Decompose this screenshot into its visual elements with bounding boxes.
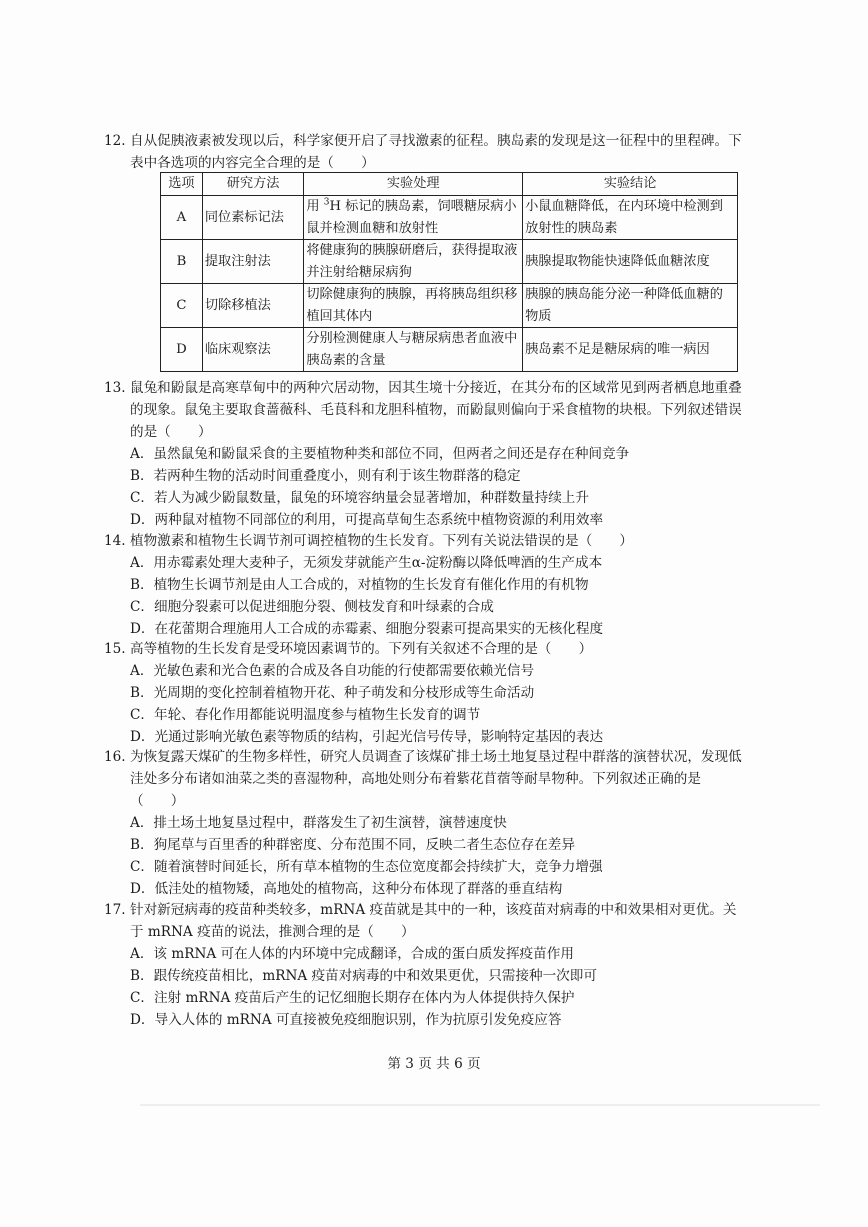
row-conclusion: 胰腺提取物能快速降低血糖浓度 (523, 240, 738, 284)
row-option: D (161, 328, 203, 372)
row-option: B (161, 240, 203, 284)
row-treatment (304, 196, 523, 240)
table-header-row (161, 173, 738, 196)
question-number: 15. (104, 641, 126, 657)
row-method: 提取注射法 (202, 240, 303, 284)
question-number: 16. (104, 749, 126, 765)
experiment-table (160, 172, 738, 372)
row-option: C (161, 284, 203, 328)
question-stem: 针对新冠病毒的疫苗种类较多，mRNA 疫苗就是其中的一种，该疫苗对病毒的中和效果相对更优。关于 mRNA 疫苗的说法，推测合理的是（ ） (130, 902, 737, 940)
header-conclusion: 实验结论 (523, 173, 738, 196)
row-conclusion: 胰岛素不足是糖尿病的唯一病因 (523, 328, 738, 372)
option-d: D．导入人体的 mRNA 可直接被免疫细胞识别，作为抗原引发免疫应答 (130, 1012, 562, 1028)
option-a: A．用赤霉素处理大麦种子，无须发芽就能产生α-淀粉酶以降低啤酒的生产成本 (130, 555, 603, 571)
row-treatment: 将健康狗的胰腺研磨后，获得提取液并注射给糖尿病狗 (304, 240, 523, 284)
option-a: A．虽然鼠兔和鼢鼠采食的主要植物种类和部位不同，但两者之间还是存在种间竞争 (130, 446, 630, 462)
option-c: C．若人为减少鼢鼠数量，鼠兔的环境容纳量会显著增加，种群数量持续上升 (130, 490, 589, 506)
option-c: C．注射 mRNA 疫苗后产生的记忆细胞长期存在体内为人体提供持久保护 (130, 990, 575, 1006)
question-13 (104, 377, 745, 531)
option-d: D．两种鼠对植物不同部位的利用，可提高草甸生态系统中植物资源的利用效率 (130, 512, 604, 528)
option-a: A．光敏色素和光合色素的合成及各自功能的行使都需要依赖光信号 (130, 663, 535, 679)
header-method: 研究方法 (202, 173, 303, 196)
question-stem: 植物激素和植物生长调节剂可调控植物的生长发育。下列有关说法错误的是（ ） (130, 533, 633, 549)
question-17 (104, 899, 745, 1031)
header-option: 选项 (161, 173, 203, 196)
question-16 (104, 746, 745, 900)
option-list (130, 660, 745, 748)
question-15 (104, 638, 745, 748)
option-c: C．年轮、春化作用都能说明温度参与植物生长发育的调节 (130, 707, 481, 723)
option-list (130, 443, 745, 531)
question-stem: 为恢复露天煤矿的生物多样性，研究人员调查了该煤矿排土场土地复垦过程中群落的演替状况，发现低洼处多分布诸如油菜之类的喜湿物种，高地处则分布着紫花苜蓿等耐旱物种。下列叙述正确的是（ ） (130, 749, 742, 809)
table-row (161, 284, 738, 328)
row-conclusion: 胰腺的胰岛能分泌一种降低血糖的物质 (523, 284, 738, 328)
option-list (130, 552, 745, 640)
table-row (161, 328, 738, 372)
question-number: 14. (104, 533, 126, 549)
option-c: C．细胞分裂素可以促进细胞分裂、侧枝发育和叶绿素的合成 (130, 599, 494, 615)
option-b: B．植物生长调节剂是由人工合成的，对植物的生长发育有催化作用的有机物 (130, 577, 589, 593)
question-12 (104, 130, 745, 174)
table-row (161, 240, 738, 284)
question-stem: 自从促胰液素被发现以后，科学家便开启了寻找激素的征程。胰岛素的发现是这一征程中的里程碑。下表中各选项的内容完全合理的是（ ） (130, 133, 742, 171)
question-stem: 高等植物的生长发育是受环境因素调节的。下列有关叙述不合理的是（ ） (130, 641, 593, 657)
row-treatment: 分别检测健康人与糖尿病患者血液中胰岛素的含量 (304, 328, 523, 372)
option-d: D．在花蕾期合理施用人工合成的赤霉素、细胞分裂素可提高果实的无核化程度 (130, 621, 604, 637)
row-treatment: 切除健康狗的胰腺，再将胰岛组织移植回其体内 (304, 284, 523, 328)
table-row (161, 196, 738, 240)
header-treatment: 实验处理 (304, 173, 523, 196)
option-b: B．若两种生物的活动时间重叠度小，则有利于该生物群落的稳定 (130, 468, 521, 484)
question-number: 17. (104, 902, 126, 918)
row-conclusion: 小鼠血糖降低，在内环境中检测到放射性的胰岛素 (523, 196, 738, 240)
treatment-text: H 标记的胰岛素，饲喂糖尿病小鼠并检测血糖和放射性 (306, 199, 517, 236)
option-b: B．光周期的变化控制着植物开花、种子萌发和分枝形成等生命活动 (130, 685, 535, 701)
row-option: A (161, 196, 203, 240)
page-footer: 第 3 页 共 6 页 (387, 1056, 481, 1072)
row-method: 同位素标记法 (202, 196, 303, 240)
scan-shadow-divider (140, 1104, 820, 1106)
option-list (130, 812, 745, 900)
isotope-superscript: 3 (323, 197, 330, 208)
treatment-text: 用 (306, 199, 324, 214)
row-method: 临床观察法 (202, 328, 303, 372)
option-d: D．光通过影响光敏色素等物质的结构，引起光信号传导，影响特定基因的表达 (130, 729, 604, 745)
question-stem: 鼠兔和鼢鼠是高寒草甸中的两种穴居动物，因其生境十分接近，在其分布的区域常见到两者栖息地重叠的现象。鼠兔主要取食蔷薇科、毛茛科和龙胆科植物，而鼢鼠则偏向于采食植物的块根。下列叙述错误的是（ ） (130, 380, 742, 440)
option-a: A．该 mRNA 可在人体的内环境中完成翻译，合成的蛋白质发挥疫苗作用 (130, 946, 574, 962)
question-14 (104, 530, 745, 640)
question-number: 13. (104, 380, 126, 396)
row-method: 切除移植法 (202, 284, 303, 328)
option-list (130, 943, 745, 1031)
option-b: B．跟传统疫苗相比，mRNA 疫苗对病毒的中和效果更优，只需接种一次即可 (130, 968, 597, 984)
question-number: 12. (104, 133, 126, 149)
option-a: A．排土场土地复垦过程中，群落发生了初生演替，演替速度快 (130, 815, 507, 831)
option-c: C．随着演替时间延长，所有草本植物的生态位宽度都会持续扩大，竞争力增强 (130, 859, 603, 875)
option-b: B．狗尾草与百里香的种群密度、分布范围不同，反映二者生态位存在差异 (130, 837, 575, 853)
option-d: D．低洼处的植物矮，高地处的植物高，这种分布体现了群落的垂直结构 (130, 881, 563, 897)
